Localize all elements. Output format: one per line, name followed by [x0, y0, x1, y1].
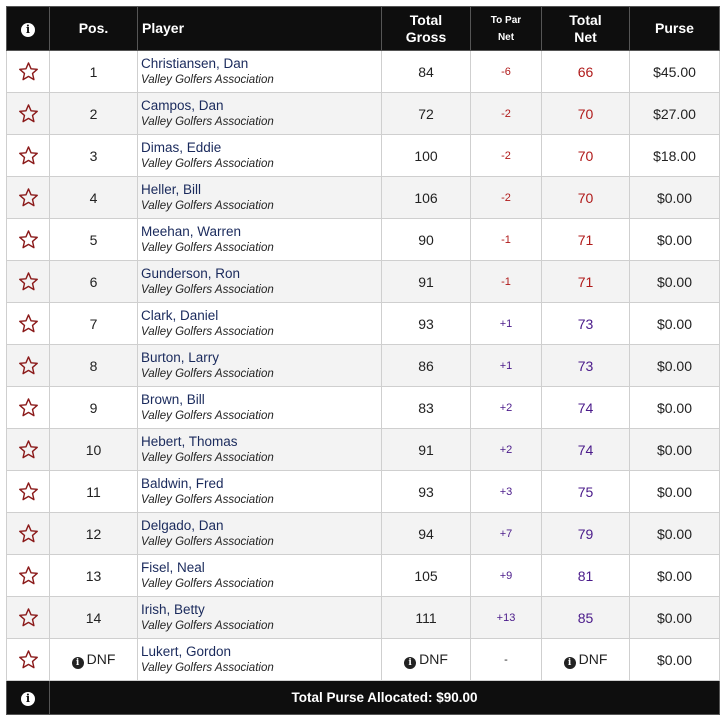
header-net-line1: Total	[569, 11, 602, 28]
star-outline-icon[interactable]	[7, 439, 49, 460]
favorite-star-button[interactable]	[7, 345, 50, 387]
player-name-link[interactable]: Irish, Betty	[141, 601, 205, 617]
header-gross-line2: Gross	[405, 28, 447, 45]
total-net: 73	[577, 315, 594, 332]
total-net-cell	[542, 93, 630, 135]
total-gross: 100	[414, 147, 438, 164]
total-net-cell	[542, 51, 630, 93]
player-name-link[interactable]: Baldwin, Fred	[141, 475, 224, 491]
info-circle-icon[interactable]: i	[564, 657, 576, 669]
footer-info-cell[interactable]	[7, 681, 50, 715]
player-club: Valley Golfers Association	[141, 199, 274, 212]
total-net: 66	[577, 63, 594, 80]
total-gross: 93	[418, 315, 434, 332]
total-net: 74	[577, 441, 594, 458]
total-net-cell	[542, 471, 630, 513]
to-par-net: -2	[471, 177, 542, 219]
results-table	[6, 6, 720, 715]
player-cell	[138, 135, 382, 177]
total-net-cell	[542, 261, 630, 303]
position-cell	[50, 471, 138, 513]
position-cell	[50, 93, 138, 135]
position: 9	[89, 399, 98, 416]
player-club: Valley Golfers Association	[141, 115, 274, 128]
player-cell	[138, 51, 382, 93]
total-net-cell	[542, 177, 630, 219]
total-gross-cell	[382, 345, 471, 387]
table-row	[7, 555, 720, 597]
purse: $0.00	[630, 261, 720, 303]
position: 5	[89, 231, 98, 248]
position: 13	[85, 567, 102, 584]
total-net: 81	[577, 567, 594, 584]
table-row	[7, 387, 720, 429]
total-net-cell	[542, 303, 630, 345]
table-row	[7, 261, 720, 303]
total-gross: 72	[418, 105, 434, 122]
player-club: Valley Golfers Association	[141, 451, 274, 464]
table-row	[7, 219, 720, 261]
total-net: 75	[577, 483, 594, 500]
total-gross-cell	[382, 429, 471, 471]
player-club: Valley Golfers Association	[141, 325, 274, 338]
player-name-link[interactable]: Gunderson, Ron	[141, 265, 241, 281]
player-club: Valley Golfers Association	[141, 283, 274, 296]
header-row	[7, 7, 720, 51]
purse: $0.00	[630, 513, 720, 555]
player-cell	[138, 429, 382, 471]
favorite-star-button[interactable]	[7, 471, 50, 513]
purse: $0.00	[630, 597, 720, 639]
table-row	[7, 513, 720, 555]
total-gross: 91	[418, 441, 434, 458]
footer-row	[7, 681, 720, 715]
position-cell	[50, 387, 138, 429]
header-total-net[interactable]	[542, 7, 630, 51]
position-cell	[50, 513, 138, 555]
position: 10	[85, 441, 102, 458]
total-gross: 86	[418, 357, 434, 374]
favorite-star-button[interactable]	[7, 429, 50, 471]
to-par-net: -2	[471, 93, 542, 135]
player-cell	[138, 387, 382, 429]
total-gross: 91	[418, 273, 434, 290]
player-cell	[138, 261, 382, 303]
player-club: Valley Golfers Association	[141, 367, 274, 380]
player-name-link[interactable]: Dimas, Eddie	[141, 139, 222, 155]
player-cell	[138, 513, 382, 555]
favorite-star-button[interactable]	[7, 303, 50, 345]
total-gross: 83	[418, 399, 434, 416]
favorite-star-button[interactable]	[7, 639, 50, 681]
player-club: Valley Golfers Association	[141, 661, 274, 674]
total-net: 70	[577, 189, 594, 206]
total-gross-cell	[382, 177, 471, 219]
player-club: Valley Golfers Association	[141, 409, 274, 422]
purse: $0.00	[630, 345, 720, 387]
player-name-link[interactable]: Campos, Dan	[141, 97, 224, 113]
star-outline-icon[interactable]	[7, 187, 49, 208]
purse: $45.00	[630, 51, 720, 93]
player-cell	[138, 177, 382, 219]
total-gross-cell	[382, 93, 471, 135]
table-row	[7, 345, 720, 387]
position-cell	[50, 555, 138, 597]
to-par-net: -2	[471, 135, 542, 177]
header-pos[interactable]: Pos.	[50, 7, 138, 51]
player-name-link[interactable]: Meehan, Warren	[141, 223, 242, 239]
info-circle-icon[interactable]: i	[21, 23, 35, 37]
position: 3	[89, 147, 98, 164]
total-gross-cell	[382, 597, 471, 639]
header-total-gross[interactable]	[382, 7, 471, 51]
player-cell	[138, 597, 382, 639]
position: 14	[85, 609, 102, 626]
player-cell	[138, 345, 382, 387]
star-outline-icon[interactable]	[7, 607, 49, 628]
player-club: Valley Golfers Association	[141, 619, 274, 632]
total-net-cell	[542, 135, 630, 177]
total-gross-cell	[382, 261, 471, 303]
purse: $0.00	[630, 639, 720, 681]
player-cell	[138, 555, 382, 597]
total-net: 70	[577, 147, 594, 164]
player-name-link[interactable]: Brown, Bill	[141, 391, 205, 407]
star-outline-icon[interactable]	[7, 103, 49, 124]
star-outline-icon[interactable]	[7, 271, 49, 292]
table-row	[7, 135, 720, 177]
total-net-cell	[542, 219, 630, 261]
position-cell	[50, 639, 138, 681]
leaderboard	[6, 6, 719, 715]
total-gross-cell	[382, 303, 471, 345]
player-club: Valley Golfers Association	[141, 535, 274, 548]
player-name-link[interactable]: Fisel, Neal	[141, 559, 205, 575]
star-outline-icon[interactable]	[7, 481, 49, 502]
purse: $0.00	[630, 303, 720, 345]
header-player[interactable]: Player	[138, 7, 382, 51]
position-cell	[50, 177, 138, 219]
table-row	[7, 429, 720, 471]
position: 1	[89, 63, 98, 80]
position: 12	[85, 525, 102, 542]
player-name-link[interactable]: Delgado, Dan	[141, 517, 224, 533]
to-par-net: +2	[471, 387, 542, 429]
favorite-star-button[interactable]	[7, 597, 50, 639]
favorite-star-button[interactable]	[7, 219, 50, 261]
total-net: DNF	[578, 650, 608, 667]
table-row	[7, 51, 720, 93]
player-name-link[interactable]: Hebert, Thomas	[141, 433, 238, 449]
star-outline-icon[interactable]	[7, 565, 49, 586]
to-par-net: -	[471, 639, 542, 681]
total-gross: 111	[415, 609, 437, 626]
total-net: 85	[577, 609, 594, 626]
to-par-net: +13	[471, 597, 542, 639]
total-gross: 93	[418, 483, 434, 500]
to-par-net: +1	[471, 303, 542, 345]
position-cell	[50, 261, 138, 303]
to-par-net: +9	[471, 555, 542, 597]
total-gross-cell	[382, 639, 471, 681]
purse: $0.00	[630, 387, 720, 429]
position: 7	[89, 315, 98, 332]
position-cell	[50, 303, 138, 345]
total-net: 79	[577, 525, 594, 542]
total-gross: 105	[414, 567, 438, 584]
total-purse-allocated: Total Purse Allocated: $90.00	[50, 681, 720, 715]
favorite-star-button[interactable]	[7, 387, 50, 429]
position-cell	[50, 219, 138, 261]
position-cell	[50, 429, 138, 471]
player-club: Valley Golfers Association	[141, 577, 274, 590]
to-par-net: -1	[471, 261, 542, 303]
star-outline-icon[interactable]	[7, 523, 49, 544]
star-outline-icon[interactable]	[7, 61, 49, 82]
total-net-cell	[542, 429, 630, 471]
purse: $0.00	[630, 471, 720, 513]
player-club: Valley Golfers Association	[141, 241, 274, 254]
position: 6	[89, 273, 98, 290]
total-gross: 94	[418, 525, 434, 542]
player-name-link[interactable]: Burton, Larry	[141, 349, 220, 365]
total-net: 73	[577, 357, 594, 374]
total-net-cell	[542, 555, 630, 597]
total-gross: 106	[414, 189, 438, 206]
table-row	[7, 93, 720, 135]
total-net: 71	[577, 273, 594, 290]
favorite-star-button[interactable]	[7, 555, 50, 597]
info-circle-icon[interactable]: i	[21, 692, 35, 706]
position: 11	[86, 483, 101, 500]
position: 4	[89, 189, 98, 206]
header-net-line2: Net	[574, 28, 597, 45]
table-row	[7, 597, 720, 639]
player-cell	[138, 471, 382, 513]
total-net-cell	[542, 513, 630, 555]
header-info-cell[interactable]	[7, 7, 50, 51]
player-name-link[interactable]: Clark, Daniel	[141, 307, 219, 323]
table-row	[7, 639, 720, 681]
header-topar-line2: Net	[497, 31, 515, 43]
position-cell	[50, 51, 138, 93]
total-net: 71	[577, 231, 594, 248]
position: 2	[89, 105, 98, 122]
table-row	[7, 471, 720, 513]
table-row	[7, 177, 720, 219]
purse: $0.00	[630, 555, 720, 597]
info-circle-icon[interactable]: i	[72, 657, 84, 669]
total-net-cell	[542, 345, 630, 387]
to-par-net: +3	[471, 471, 542, 513]
star-outline-icon[interactable]	[7, 145, 49, 166]
player-name-link[interactable]: Christiansen, Dan	[141, 55, 249, 71]
total-gross-cell	[382, 51, 471, 93]
star-outline-icon[interactable]	[7, 397, 49, 418]
total-gross: 84	[418, 63, 434, 80]
favorite-star-button[interactable]	[7, 513, 50, 555]
total-gross-cell	[382, 555, 471, 597]
header-purse[interactable]: Purse	[630, 7, 720, 51]
position: 8	[89, 357, 98, 374]
total-net-cell	[542, 639, 630, 681]
info-circle-icon[interactable]: i	[404, 657, 416, 669]
player-cell	[138, 219, 382, 261]
player-club: Valley Golfers Association	[141, 493, 274, 506]
to-par-net: -1	[471, 219, 542, 261]
header-gross-line1: Total	[409, 11, 443, 28]
position-cell	[50, 135, 138, 177]
header-to-par-net[interactable]	[471, 7, 542, 51]
player-cell	[138, 639, 382, 681]
favorite-star-button[interactable]	[7, 177, 50, 219]
total-net-cell	[542, 597, 630, 639]
purse: $0.00	[630, 177, 720, 219]
player-cell	[138, 303, 382, 345]
position-cell	[50, 597, 138, 639]
favorite-star-button[interactable]	[7, 261, 50, 303]
player-cell	[138, 93, 382, 135]
total-gross: DNF	[419, 650, 448, 667]
to-par-net: +1	[471, 345, 542, 387]
star-outline-icon[interactable]	[7, 229, 49, 250]
total-net: 74	[577, 399, 594, 416]
player-club: Valley Golfers Association	[141, 73, 274, 86]
total-gross: 90	[418, 231, 434, 248]
favorite-star-button[interactable]	[7, 135, 50, 177]
total-net-cell	[542, 387, 630, 429]
purse: $27.00	[630, 93, 720, 135]
total-net: 70	[577, 105, 594, 122]
purse: $0.00	[630, 219, 720, 261]
header-topar-line1: To Par	[490, 14, 522, 26]
total-gross-cell	[382, 387, 471, 429]
player-name-link[interactable]: Heller, Bill	[141, 181, 202, 197]
position-cell	[50, 345, 138, 387]
to-par-net: -6	[471, 51, 542, 93]
favorite-star-button[interactable]	[7, 93, 50, 135]
purse: $18.00	[630, 135, 720, 177]
total-gross-cell	[382, 135, 471, 177]
to-par-net: +7	[471, 513, 542, 555]
to-par-net: +2	[471, 429, 542, 471]
total-gross-cell	[382, 219, 471, 261]
purse: $0.00	[630, 429, 720, 471]
star-outline-icon[interactable]	[7, 649, 49, 670]
total-gross-cell	[382, 471, 471, 513]
player-club: Valley Golfers Association	[141, 157, 274, 170]
position: DNF	[86, 650, 116, 667]
star-outline-icon[interactable]	[7, 355, 49, 376]
player-name-link[interactable]: Lukert, Gordon	[141, 643, 232, 659]
table-row	[7, 303, 720, 345]
star-outline-icon[interactable]	[7, 313, 49, 334]
total-gross-cell	[382, 513, 471, 555]
favorite-star-button[interactable]	[7, 51, 50, 93]
